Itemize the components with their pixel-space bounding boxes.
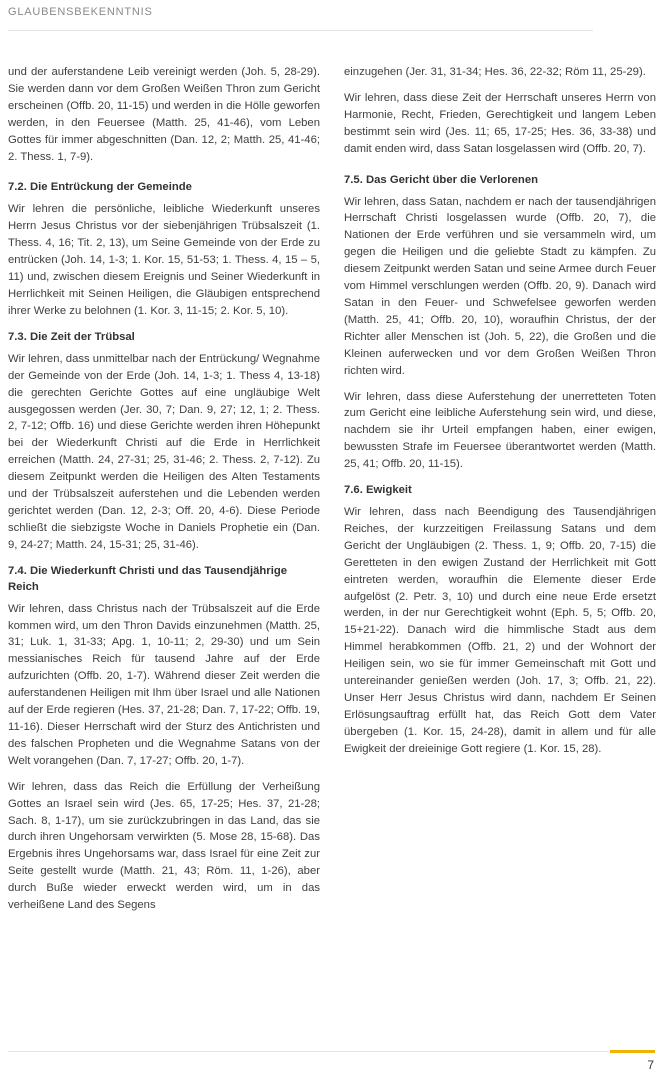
- section-heading-7-3: 7.3. Die Zeit der Trübsal: [8, 330, 135, 343]
- paragraph: Wir lehren, dass diese Auferstehung der unerretteten Toten zum Gericht eine leibliche Auferstehung sein wird, und diese, nachdem sie ihr Urteil empfangen haben, einer ewigen, bewussten Strafe im Feuersee überantwortet werden (Matth. 25, 41; Offb. 20, 11-15).: [344, 390, 656, 471]
- paragraph: einzugehen (Jer. 31, 31-34; Hes. 36, 22-32; Röm 11, 25-29).: [344, 66, 646, 78]
- section-heading-7-6: 7.6. Ewigkeit: [344, 484, 412, 497]
- paragraph: Wir lehren die persönliche, leibliche Wiederkunft unseres Herrn Jesus Christus vor der siebenjährigen Trübsalszeit (1. Thess. 4, 16; Tit. 2, 13), um Seine Gemeinde von der Erde zu entrücken (Joh. 14, 1-3; 1. Kor. 15, 51-53; 1. Thess. 4, 15 – 5, 11) und, zwischen diesem Ereignis und Seiner Wiederkunft in Herrlichkeit mit Seinen Heiligen, die Gläubigen entsprechend ihrer Werke zu belohnen (1. Kor. 3, 11-15; 2. Kor. 5, 10).: [8, 203, 320, 317]
- footer-accent-bar: [610, 1050, 655, 1053]
- left-column: [8, 64, 320, 923]
- footer-divider: [8, 1051, 608, 1052]
- paragraph: Wir lehren, dass Christus nach der Trübsalszeit auf die Erde kommen wird, um den Thron Davids einzunehmen (Matth. 25, 31; Luk. 1, 31-33; Apg. 1, 10-11; 2, 29-30) und um Sein messianisches Reich für tausend Jahre auf der Erde aufzurichten (Offb. 20, 1-7). Während dieser Zeit werden die auferstandenen Heiligen mit Ihm über Israel und alle Nationen auf der Erde regieren (Hes. 37, 21-28; Dan. 7, 17-22; Offb. 19, 11-16). Dieser Herrschaft wird der Sturz des Antichristen und des falschen Propheten und die Wegnahme Satans von der Welt vorangehen (Dan. 7, 17-27; Offb. 20, 1-7).: [8, 602, 320, 767]
- page-number: 7: [647, 1058, 654, 1072]
- section-heading-7-2: 7.2. Die Entrückung der Gemeinde: [8, 181, 192, 194]
- paragraph: Wir lehren, dass nach Beendigung des Tausendjährigen Reiches, der kurzzeitigen Freilassung Satans und dem Gericht der Ungläubigen (2. Thess. 1, 9; Offb. 20, 7-15) die Geretteten in den ewigen Zustand der Herrlichkeit mit Gott eintreten werden, woraufhin die Elemente dieser Erde aufgelöst (2. Petr. 3, 10) und durch eine neue Erde ersetzt werden, in der nur Gerechtigkeit wohnt (Eph. 5, 5; Offb. 20, 15+21-22). Danach wird die himmlische Stadt aus dem Himmel herabkommen (Offb. 21, 2) und der Wohnort der Heiligen sein, wo sie für immer Gemeinschaft mit Gott und untereinander genießen werden (Joh. 17, 3; Offb. 21, 22). Unser Herr Jesus Christus wird dann, nachdem Er Seinen Erlösungsauftrag erfüllt hat, das Reich Gott dem Vater übergeben (1. Kor. 15, 24-28), damit in allem und für alle Ewigkeit der dreieinige Gott regiere (1. Kor. 15, 28).: [344, 506, 656, 755]
- header-divider: [8, 30, 593, 31]
- paragraph: Wir lehren, dass diese Zeit der Herrschaft unseres Herrn von Harmonie, Recht, Frieden, Gerechtigkeit und langem Leben bestimmt sein wird (Jes. 11; 65, 17-25; Hes. 36, 33-38) und damit enden wird, dass Satan losgelassen wird (Offb. 20, 7).: [344, 91, 656, 155]
- paragraph: Wir lehren, dass unmittelbar nach der Entrückung/ Wegnahme der Gemeinde von der Erde (Joh. 14, 1-3; 1. Thess 4, 13-18) die gerechten Gerichte Gottes auf eine ungläubige Welt ausgegossen werden (Jer. 30, 7; Dan. 9, 27; 12, 1; 2. Thess. 2, 7-12; Offb. 16) und diese Gerichte werden ihren Höhepunkt bei der Wiederkunft Christi auf die Erde in Herrlichkeit erreichen (Matth. 24, 27-31; 25, 31-46; 2. Thess. 2, 7-12). Zu diesem Zeitpunkt werden die Heiligen des Alten Testaments und der Trübsalszeit auferstehen und die Lebenden werden gerichtet werden (Dan. 12, 2-3; Off. 20, 4-6). Diese Periode schließt die siebzigste Woche in Daniels Prophetie ein (Dan. 9, 24-27; Matth. 24, 15-31; 25, 31-46).: [8, 352, 320, 551]
- section-heading-7-5: 7.5. Das Gericht über die Verlorenen: [344, 173, 539, 186]
- paragraph: Wir lehren, dass Satan, nachdem er nach der tausendjährigen Herrschaft Christi losgelassen wurde (Offb. 20, 7), die Nationen der Erde verführen und sie versammeln wird, um gegen die Heiligen und die geliebte Stadt zu kämpfen. Zu diesem Zeitpunkt werden Satan und seine Armee durch Feuer vom Himmel verschlungen werden (Offb. 20, 9). Danach wird Satan in den Feuer- und Schwefelsee geworfen werden (Matth. 25, 41; Offb. 20, 10), woraufhin Christus, der der Richter aller Menschen ist (Joh. 5, 22), die Großen und die Kleinen auferwecken und vor dem Großen Weißen Thron richten wird.: [344, 195, 656, 377]
- paragraph: und der auferstandene Leib vereinigt werden (Joh. 5, 28-29). Sie werden dann vor dem Großen Weißen Thron zum Gericht erscheinen (Offb. 20, 11-15) und werden in die Hölle geworfen werden, in den Feuersee (Matth. 25, 41-46), vom Leben Gottes für immer abgeschnitten (Dan. 12, 2; Matth. 25, 41-46; 2. Thess. 1, 7-9).: [8, 66, 320, 163]
- paragraph: Wir lehren, dass das Reich die Erfüllung der Verheißung Gottes an Israel sein wird (Jes. 65, 17-25; Hes. 37, 21-28; Sach. 8, 1-17), um sie zurückzubringen in das Land, das sie durch ihren Ungehorsam verwirkten (5. Mose 28, 15-68). Das Ergebnis ihres Ungehorsams war, dass Israel für eine Zeit zur Seite gestellt wurde (Matth. 21, 43; Röm. 11, 1-26), aber durch Buße wieder erweckt werden wird, um in das verheißene Land des Segens: [8, 780, 320, 912]
- running-header: GLAUBENSBEKENNTNIS: [8, 6, 153, 18]
- right-column: [344, 64, 656, 767]
- section-heading-7-4: 7.4. Die Wiederkunft Christi und das Tausendjährige Reich: [8, 564, 288, 593]
